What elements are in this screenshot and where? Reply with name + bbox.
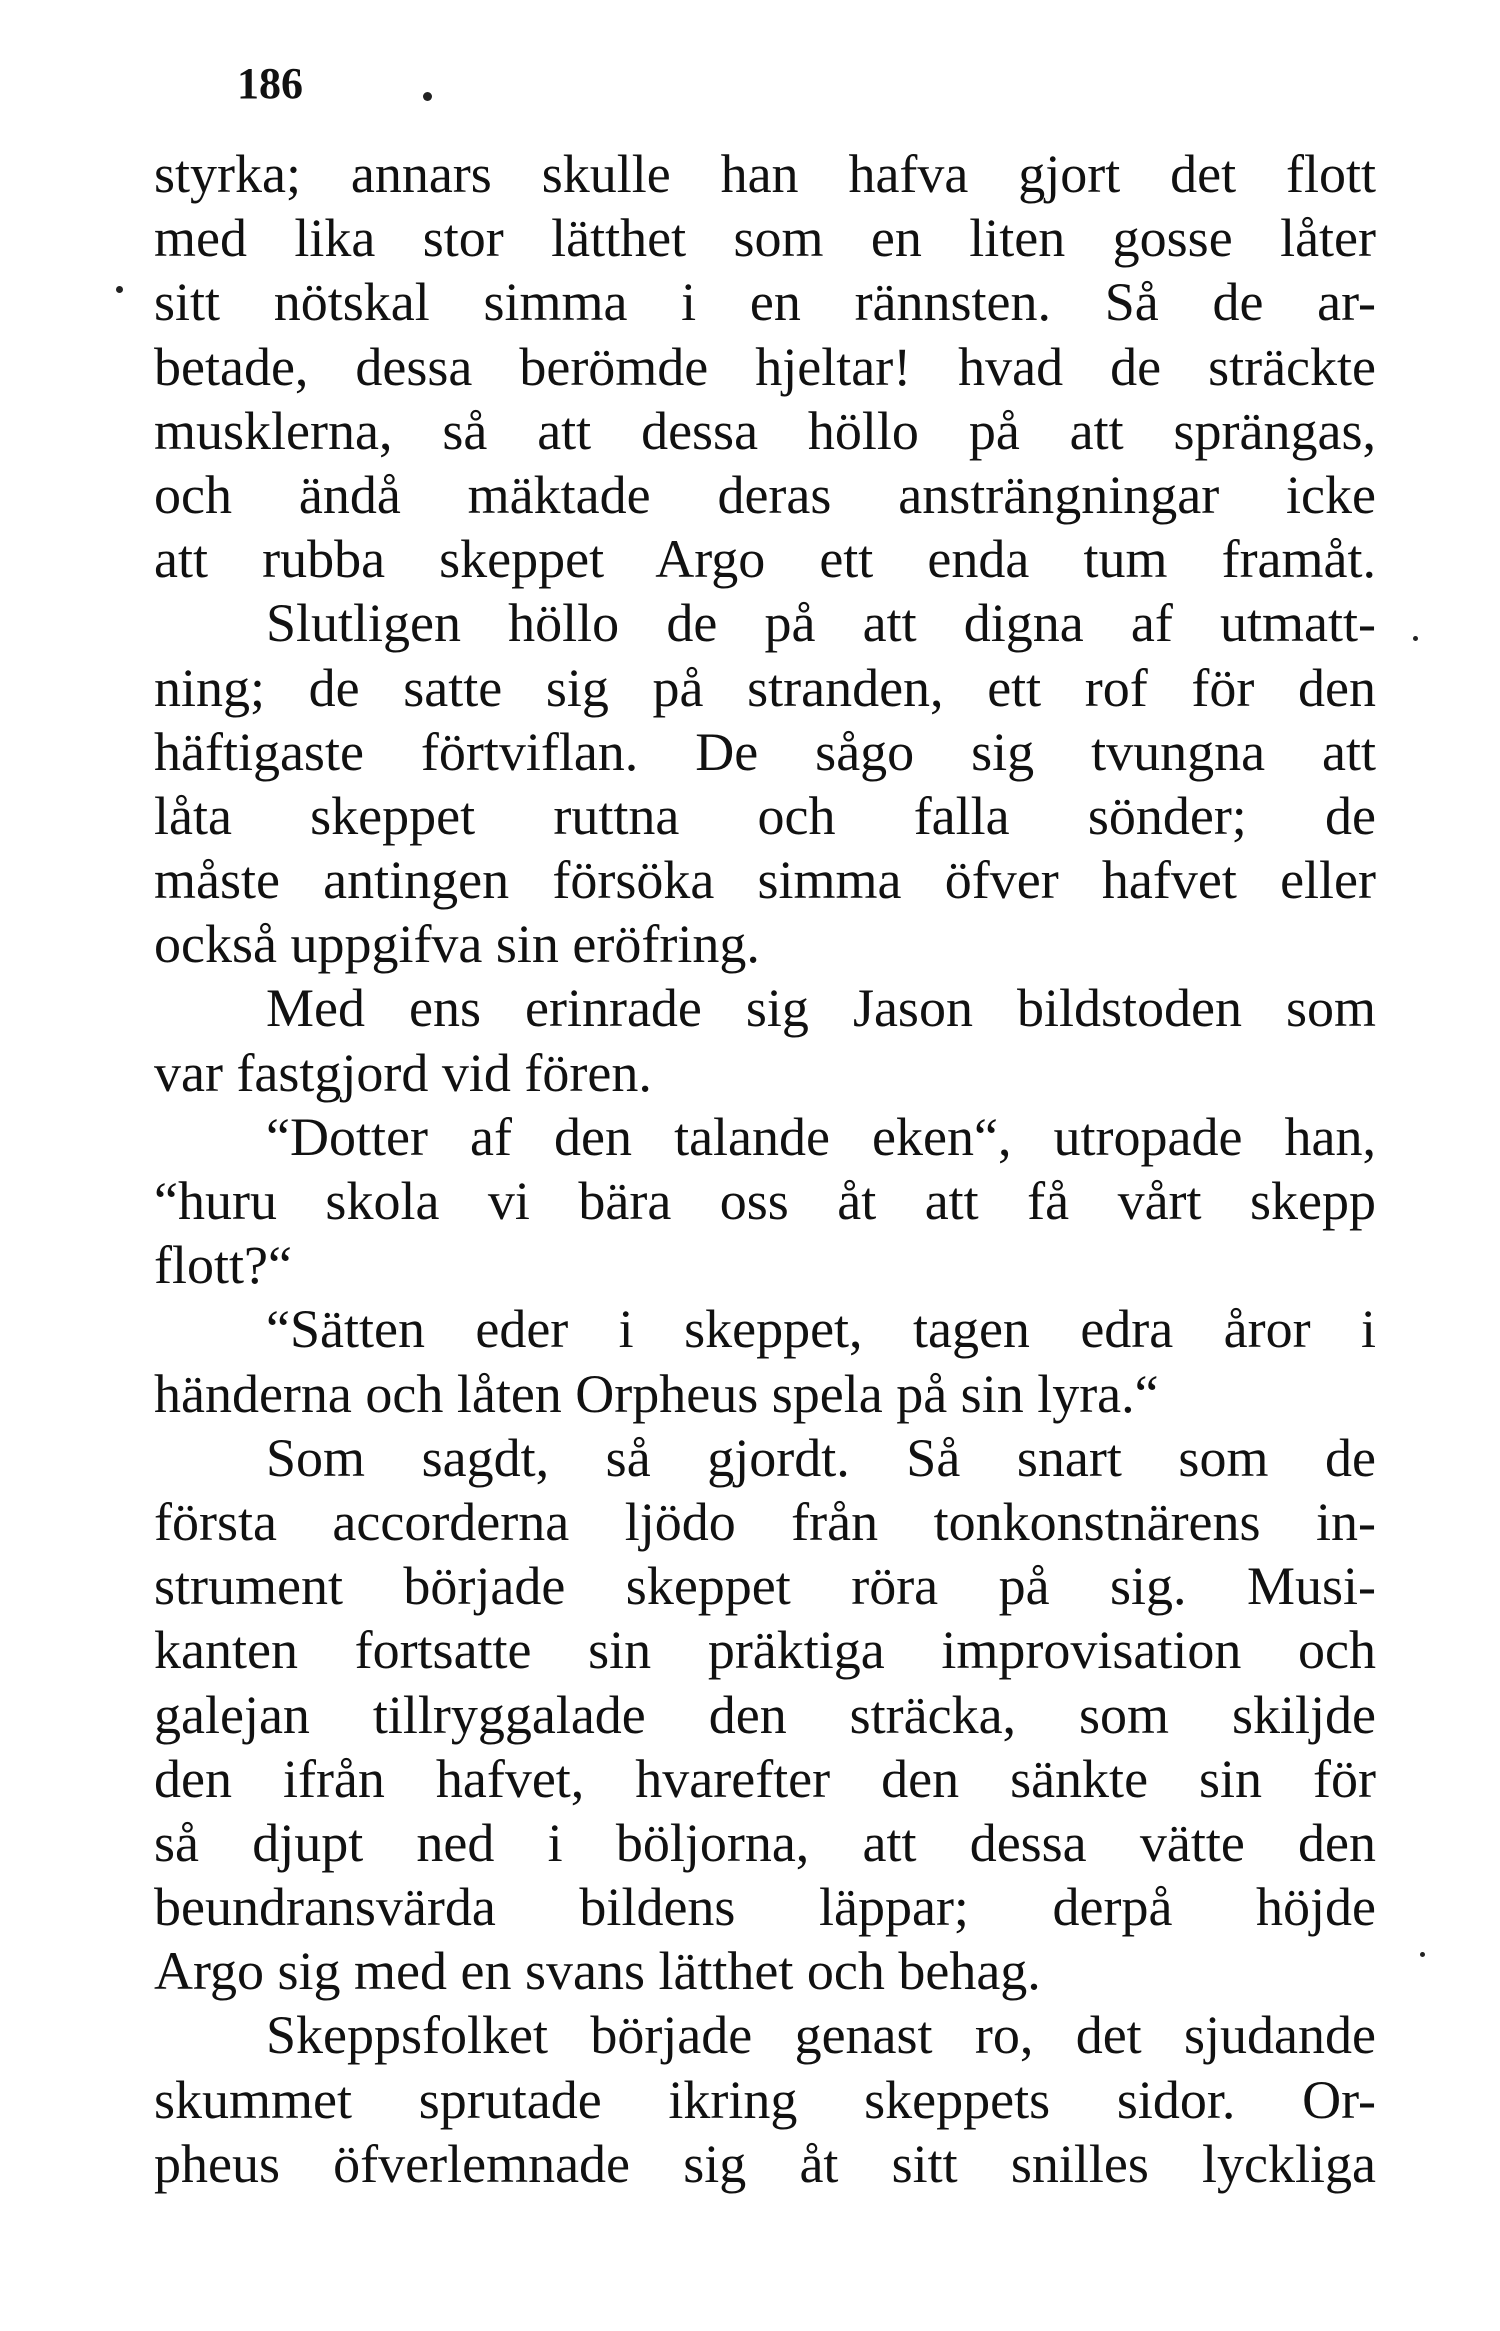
text-line: låta skeppet ruttna och falla sönder; de xyxy=(154,785,1376,846)
text-line: den ifrån hafvet, hvarefter den sänkte sin för xyxy=(154,1748,1376,1809)
print-speck xyxy=(423,92,432,101)
text-line: pheus öfverlemnade sig åt sitt snilles lyckliga xyxy=(154,2133,1376,2194)
print-speck xyxy=(1420,1952,1425,1957)
text-line: sitt nötskal simma i en rännsten. Så de ar- xyxy=(154,272,1376,333)
print-speck xyxy=(116,286,123,293)
text-line: måste antingen försöka simma öfver hafvet eller xyxy=(154,850,1376,911)
text-line: Med ens erinrade sig Jason bildstoden som xyxy=(266,978,1376,1039)
text-line: Argo sig med en svans lätthet och behag. xyxy=(154,1941,1041,2002)
text-line: så djupt ned i böljorna, att dessa vätte den xyxy=(154,1812,1376,1873)
text-line: kanten fortsatte sin präktiga improvisation och xyxy=(154,1620,1376,1681)
text-line: också uppgifva sin eröfring. xyxy=(154,914,760,975)
text-line: ning; de satte sig på stranden, ett rof för den xyxy=(154,657,1376,718)
text-line: galejan tillryggalade den sträcka, som skiljde xyxy=(154,1684,1376,1745)
print-speck xyxy=(1413,636,1418,641)
text-line: att rubba skeppet Argo ett enda tum framåt. xyxy=(154,529,1376,590)
text-line: strument började skeppet röra på sig. Musi- xyxy=(154,1556,1376,1617)
text-line: häftigaste förtviflan. De sågo sig tvungna att xyxy=(154,721,1376,782)
text-line: beundransvärda bildens läppar; derpå höjde xyxy=(154,1877,1376,1938)
text-line: Som sagdt, så gjordt. Så snart som de xyxy=(266,1427,1376,1488)
text-line: och ändå mäktade deras ansträngningar icke xyxy=(154,464,1376,525)
text-line: var fastgjord vid fören. xyxy=(154,1042,652,1103)
text-line: Skeppsfolket började genast ro, det sjudande xyxy=(266,2005,1376,2066)
text-line: betade, dessa berömde hjeltar! hvad de sträckte xyxy=(154,336,1376,397)
text-line: styrka; annars skulle han hafva gjort det flott xyxy=(154,144,1376,204)
text-line: “Dotter af den talande eken“, utropade han, xyxy=(266,1106,1376,1167)
body-text xyxy=(154,142,1376,2196)
text-line: “Sätten eder i skeppet, tagen edra åror i xyxy=(266,1299,1376,1360)
text-line: musklerna, så att dessa höllo på att sprängas, xyxy=(154,400,1376,461)
text-line: “huru skola vi bära oss åt att få vårt skepp xyxy=(154,1171,1376,1231)
text-line: första accorderna ljödo från tonkonstnärens in- xyxy=(154,1491,1376,1552)
text-line: flott?“ xyxy=(154,1235,292,1296)
page-number: 186 xyxy=(237,59,303,108)
text-line: med lika stor lätthet som en liten gosse låter xyxy=(154,208,1376,269)
text-line: händerna och låten Orpheus spela på sin lyra.“ xyxy=(154,1363,1159,1424)
text-line: skummet sprutade ikring skeppets sidor. Or- xyxy=(154,2069,1376,2130)
text-line: Slutligen höllo de på att digna af utmatt- xyxy=(266,593,1376,654)
